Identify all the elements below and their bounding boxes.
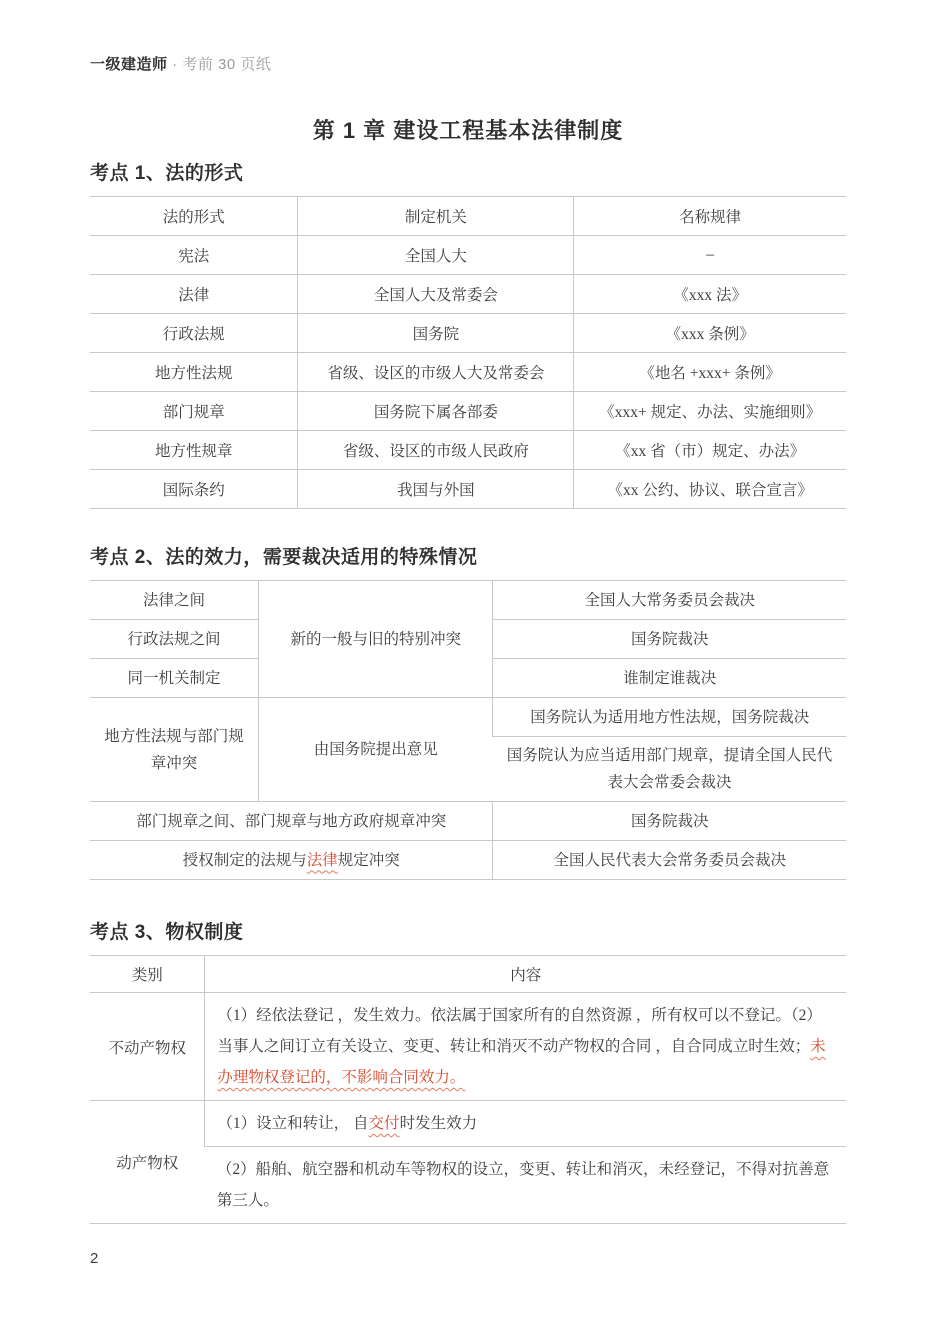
category-cell: 动产物权 (90, 1101, 205, 1224)
table-cell-spanning: 部门规章之间、部门规章与地方政府规章冲突 (90, 802, 493, 841)
table-cell: 全国人大及常委会 (298, 275, 574, 314)
table-row (90, 841, 846, 880)
cell-text: （1）设立和转让， 自 (217, 1115, 369, 1132)
table-cell: 国务院裁决 (493, 802, 846, 841)
table-row (90, 236, 846, 275)
table-cell: 全国人大常务委员会裁决 (493, 581, 846, 620)
highlighted-text: 未办理物权登记的，不影响合同效力。 (217, 1038, 826, 1086)
table-cell: 国际条约 (90, 470, 298, 509)
table-cell: 《xx 公约、协议、联合宣言》 (574, 470, 846, 509)
table-cell: 法律之间 (90, 581, 259, 620)
table-cell: 地方性规章 (90, 431, 298, 470)
content-cell: （2）船舶、航空器和机动车等物权的设立，变更、转让和消灭，未经登记，不得对抗善意第三人。 (205, 1147, 846, 1224)
table-cell: 省级、设区的市级人民政府 (298, 431, 574, 470)
category-cell: 不动产物权 (90, 993, 205, 1101)
table-row (90, 698, 846, 737)
cell-text: 授权制定的法规与 (182, 851, 307, 869)
cell-text: 规定冲突 (337, 851, 400, 869)
table-cell: 国务院裁决 (493, 620, 846, 659)
section-heading-2: 考点 2、法的效力，需要裁决适用的特殊情况 (90, 547, 478, 568)
table-cell: 全国人民代表大会常务委员会裁决 (493, 841, 846, 880)
law-effect-table (90, 580, 846, 880)
table-cell-merged: 由国务院提出意见 (259, 698, 493, 802)
table-cell: 《xxx 条例》 (574, 314, 846, 353)
table-cell-merged: 地方性法规与部门规章冲突 (90, 698, 259, 802)
table-cell: 地方性法规 (90, 353, 298, 392)
table-cell: 国务院认为应当适用部门规章，提请全国人民代表大会常委会裁决 (493, 737, 846, 802)
header-cell: 法的形式 (90, 197, 298, 236)
table-cell: 国务院认为适用地方性法规，国务院裁决 (493, 698, 846, 737)
table-row (90, 392, 846, 431)
section-heading-3: 考点 3、物权制度 (90, 922, 244, 943)
table-row (90, 581, 846, 620)
header-cell: 类别 (90, 956, 205, 993)
table-cell: 全国人大 (298, 236, 574, 275)
header-subtitle: · 考前 30 页纸 (172, 56, 272, 73)
law-forms-table (90, 196, 846, 509)
table-row (90, 431, 846, 470)
cell-text: （2）当事人之间订立有关设立、变更、转让和消灭不动产物权的合同 ，自合同成立时生效； (217, 1007, 822, 1055)
table-cell: 我国与外国 (298, 470, 574, 509)
table-cell: 《xxx+ 规定、办法、实施细则》 (574, 392, 846, 431)
page-content (90, 0, 846, 1224)
document-header (90, 0, 846, 74)
table-cell: 省级、设区的市级人大及常委会 (298, 353, 574, 392)
table-cell: 部门规章 (90, 392, 298, 431)
cell-text: 时发生效力 (399, 1115, 478, 1132)
table-cell-merged: 新的一般与旧的特别冲突 (259, 581, 493, 698)
table-cell: 行政法规之间 (90, 620, 259, 659)
table-header-row (90, 197, 846, 236)
table-cell: 同一机关制定 (90, 659, 259, 698)
table-cell: – (574, 236, 846, 275)
cell-text: （1）经依法登记 ，发生效力。依法属于国家所有的自然资源 ，所有权可以不登记。 (217, 1007, 791, 1024)
table-cell: 《地名 +xxx+ 条例》 (574, 353, 846, 392)
table-cell: 国务院下属各部委 (298, 392, 574, 431)
table-cell-spanning (90, 841, 493, 880)
table-row (90, 1101, 846, 1147)
section-heading-1: 考点 1、法的形式 (90, 163, 244, 184)
table-cell: 国务院 (298, 314, 574, 353)
table-row (90, 470, 846, 509)
header-cell: 制定机关 (298, 197, 574, 236)
table-cell: 行政法规 (90, 314, 298, 353)
header-brand: 一级建造师 (90, 56, 168, 73)
table-cell: 《xxx 法》 (574, 275, 846, 314)
table-row (90, 275, 846, 314)
property-rights-table (90, 955, 846, 1224)
table-cell: 《xx 省（市）规定、办法》 (574, 431, 846, 470)
table-row (90, 993, 846, 1101)
header-cell: 内容 (205, 956, 846, 993)
highlighted-text: 交付 (368, 1115, 400, 1132)
table-row (90, 353, 846, 392)
page-number: 2 (90, 1250, 99, 1267)
table-cell: 法律 (90, 275, 298, 314)
highlighted-text: 法律 (306, 851, 338, 869)
table-cell: 谁制定谁裁决 (493, 659, 846, 698)
table-cell: 宪法 (90, 236, 298, 275)
content-cell (205, 1101, 846, 1147)
table-row (90, 802, 846, 841)
table-row (90, 314, 846, 353)
content-cell (205, 993, 846, 1101)
header-cell: 名称规律 (574, 197, 846, 236)
chapter-title: 第 1 章 建设工程基本法律制度 (312, 118, 624, 143)
table-header-row (90, 956, 846, 993)
